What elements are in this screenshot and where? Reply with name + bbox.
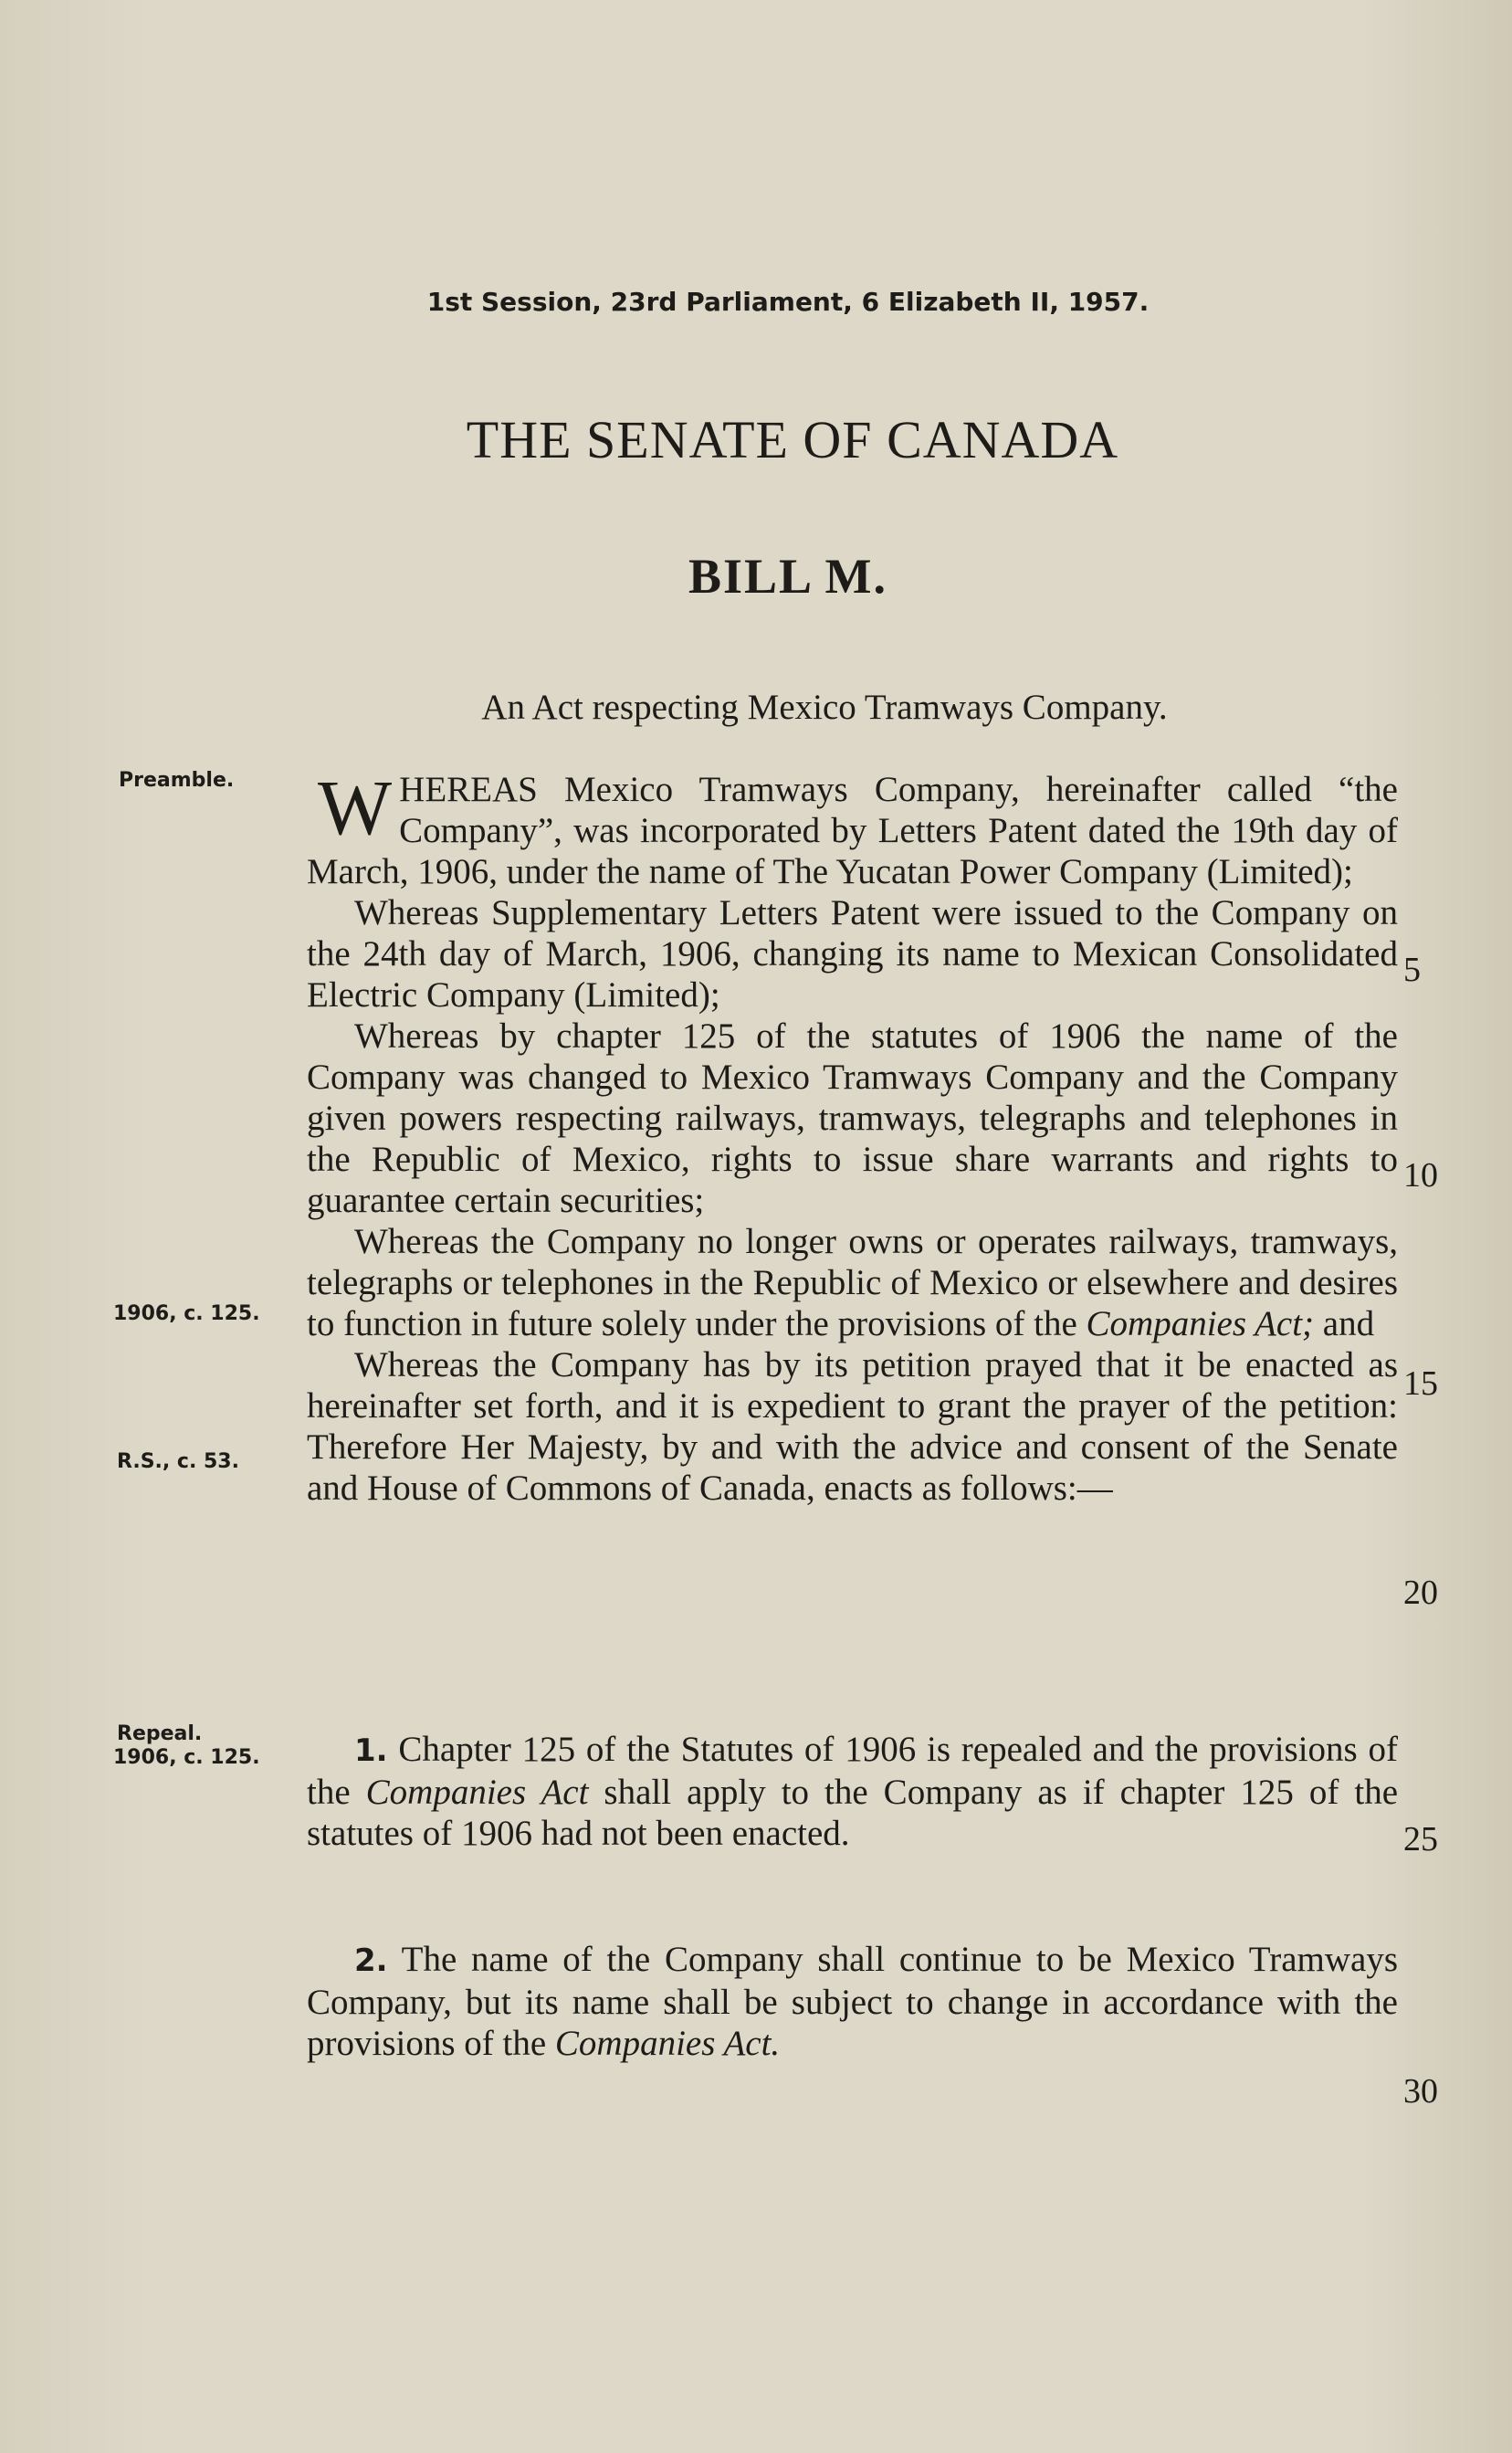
line-number-30: 30 [1403, 2072, 1438, 2111]
line-number-10: 10 [1403, 1156, 1438, 1195]
margin-note-preamble: Preamble. [119, 769, 235, 792]
act-subtitle: An Act respecting Mexico Tramways Company. [481, 688, 1168, 727]
companies-act-ref: Companies Act; [1086, 1304, 1315, 1343]
drop-cap: W [318, 763, 393, 851]
section-1 [307, 1729, 1398, 1854]
margin-note-repeal: Repeal. [117, 1722, 203, 1745]
section-1-companies-act: Companies Act [365, 1773, 589, 1812]
session-line: 1st Session, 23rd Parliament, 6 Elizabeth II, 1957. [426, 287, 1150, 317]
section-1-text: Chapter 125 of the Statutes of 1906 is repealed and the provisions of the [307, 1730, 1398, 1812]
chamber-title: THE SENATE OF CANADA [466, 410, 1119, 469]
line-number-25: 25 [1403, 1820, 1438, 1858]
preamble-paragraph-5: Whereas the Company has by its petition prayed that it be enacted as hereinafter set forth, and it is expedient to grant the prayer of the petition: Therefore Her Majesty, by and with the advice and consent of the Senate and House of Commons of Canada, enacts as follows:— [307, 1345, 1398, 1508]
preamble-paragraph-1-text: HEREAS Mexico Tramways Company, hereinafter called “the Company”, was incorporated by Letters Patent dated the 19th day of March, 1906, under the name of The Yucatan Power Company (Limited); [307, 770, 1398, 891]
section-2-text: The name of the Company shall continue to be Mexico Tramways Company, but its name shall be subject to change in accordance with the provisions of the [307, 1940, 1399, 2063]
section-2-number: 2. [354, 1942, 388, 1979]
margin-note-repeal-statute: 1906, c. 125. [113, 1746, 260, 1769]
preamble-body [307, 763, 1398, 1509]
line-number-15: 15 [1403, 1364, 1438, 1403]
preamble-paragraph-1 [307, 763, 1398, 892]
bill-title: BILL M. [688, 549, 888, 604]
line-number-20: 20 [1403, 1574, 1438, 1612]
section-1-number: 1. [354, 1732, 388, 1769]
preamble-paragraph-4-end: and [1322, 1304, 1375, 1343]
line-number-5: 5 [1403, 951, 1421, 989]
margin-note-rs: R.S., c. 53. [117, 1450, 239, 1473]
preamble-paragraph-4 [307, 1221, 1398, 1344]
section-2 [307, 1939, 1398, 2064]
preamble-paragraph-2: Whereas Supplementary Letters Patent were issued to the Company on the 24th day of March, 1906, changing its name to Mexican Consolidated Electric Company (Limited); [307, 893, 1398, 1015]
margin-note-statute-1906: 1906, c. 125. [113, 1302, 260, 1325]
section-1-text-end: shall apply to the Company as if chapter 125 of the statutes of 1906 had not been enacted. [307, 1773, 1399, 1853]
section-2-companies-act: Companies Act. [554, 2024, 781, 2063]
preamble-paragraph-3: Whereas by chapter 125 of the statutes of 1906 the name of the Company was changed to Mexico Tramways Company and the Company given powers respecting railways, tramways, telegraphs and telephones in the Republic of Mexico, rights to issue share warrants and rights to guarantee certain securities; [307, 1016, 1398, 1220]
preamble-paragraph-4-text: Whereas the Company no longer owns or operates railways, tramways, telegraphs or telephones in the Republic of Mexico or elsewhere and desires to function in future solely under the provisions of the [307, 1222, 1398, 1343]
